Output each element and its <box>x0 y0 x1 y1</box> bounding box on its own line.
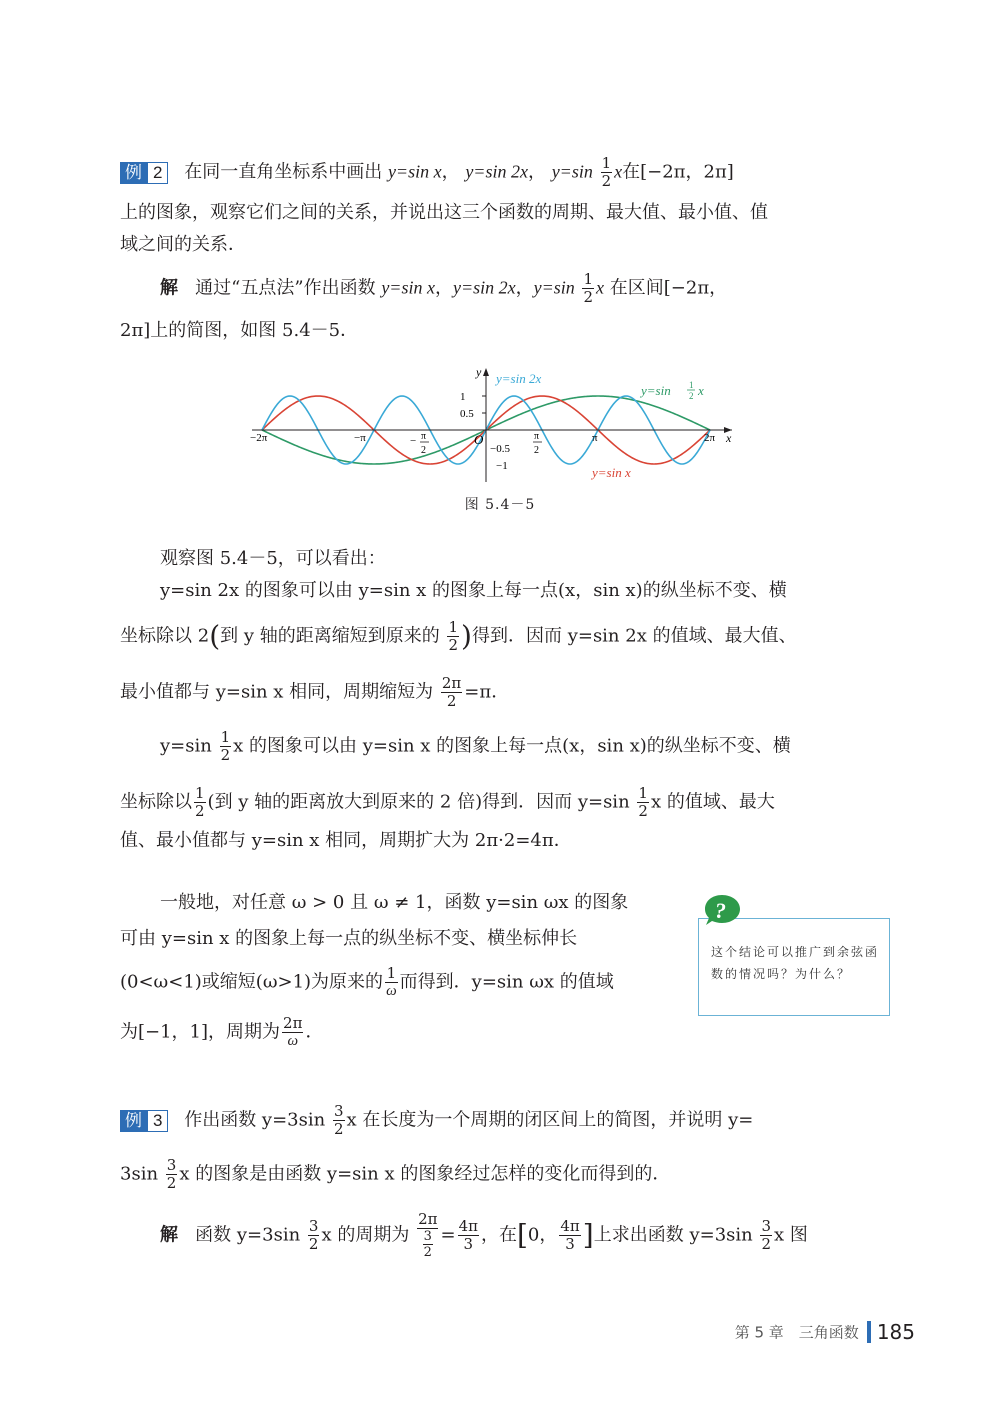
tick-x-2pi: 2π <box>704 432 716 444</box>
nested-fraction: $\frac{2\pi}{\frac{3}{2}}$ <box>418 1210 438 1260</box>
observe-line2: 坐标除以 2(到 y 轴的距离缩短到原来的 $\frac{1}{2}$ )得到．因而 y=sin 2x 的值域、最大值、 <box>120 618 797 654</box>
chapter-title: 第 5 章 三角函数 <box>734 1323 859 1342</box>
example2-line2: 上的图象，观察它们之间的关系，并说出这三个函数的周期、最大值、最小值、值 <box>120 202 768 223</box>
tick-x-negpi: −π <box>354 432 366 444</box>
solution2-line1: 解 通过“五点法”作出函数 y=sin x，y=sin 2x，y=sin $\frac{1}{2}$ x 在区间[−2π， <box>160 270 728 306</box>
fraction-half: $\frac{1}{2}$ <box>601 154 612 190</box>
tick-y-0.5: 0.5 <box>460 408 474 420</box>
label-sin2x: y=sin 2x <box>496 371 542 386</box>
x-axis-label: x <box>726 431 732 445</box>
side-note-text: 这个结论可以推广到余弦函数的情况吗？为什么？ <box>711 945 880 981</box>
page-footer <box>735 1320 915 1344</box>
observe-line0: 观察图 5.4－5，可以看出： <box>160 548 386 569</box>
example2-line3: 域之间的关系． <box>120 234 246 255</box>
svg-text:2: 2 <box>689 391 694 401</box>
label-sin-half-x <box>639 380 704 401</box>
side-note-box <box>698 918 890 1016</box>
solution3-line1: 解 函数 y=3sin $\frac{3}{2}$ x 的周期为 $\frac{2\pi}{\frac{3}{2}}$ = $\frac{4\pi}{3}$ ，在[0， $\frac{4\pi}{3}$ ]上求出函数 y=3sin $\frac{3}{2}$ x 图 <box>160 1210 808 1260</box>
observe-line4: y=sin $\frac{1}{2}$ x 的图象可以由 y=sin x 的图象上每一点(x，sin x)的纵坐标不变、横 <box>160 728 791 764</box>
y-axis-label: y <box>476 365 482 379</box>
example3-label: 例 3 <box>120 1110 168 1132</box>
question-icon <box>704 893 744 929</box>
observe-line6: 值、最小值都与 y=sin x 相同，周期扩大为 2π·2=4π． <box>120 830 572 851</box>
svg-text:π: π <box>534 431 540 442</box>
svg-text:1: 1 <box>689 380 694 390</box>
tick-x-halfpi <box>533 431 542 456</box>
footer-divider <box>867 1321 871 1343</box>
svg-text:2: 2 <box>534 445 539 456</box>
tick-x-neg2pi: −2π <box>250 432 268 444</box>
tick-x-neghalfpi <box>410 431 429 456</box>
tick-y-neg1: −1 <box>496 460 508 472</box>
figure-caption: 图 5.4－5 <box>464 497 536 513</box>
general-line4: 为[−1，1]，周期为 $\frac{2\pi}{\omega}$ ． <box>120 1014 324 1049</box>
example2-label: 例 2 <box>120 162 168 184</box>
observe-line3: 最小值都与 y=sin x 相同，周期缩短为 $\frac{2\pi}{2}$ =π． <box>120 674 510 710</box>
general-line3: (0<ω<1)或缩短(ω>1)为原来的 $\frac{1}{\omega}$ 而得到．y=sin ωx 的值域 <box>120 964 614 999</box>
tick-y-1: 1 <box>460 391 466 403</box>
label-sinx: y=sin x <box>592 465 631 480</box>
general-line1: 一般地，对任意 ω > 0 且 ω ≠ 1，函数 y=sin ωx 的图象 <box>160 892 629 913</box>
svg-text:−: − <box>410 435 417 447</box>
tick-x-pi: π <box>592 432 598 444</box>
svg-text:?: ? <box>715 898 726 923</box>
example3-line1: 例 3 作出函数 y=3sin $\frac{3}{2}$ x 在长度为一个周期的闭区间上的简图，并说明 y= <box>120 1104 753 1137</box>
tick-y-neg0.5: −0.5 <box>490 443 510 455</box>
y-axis-arrow <box>483 368 489 376</box>
svg-text:π: π <box>421 431 427 442</box>
svg-text:2: 2 <box>421 445 426 456</box>
general-line2: 可由 y=sin x 的图象上每一点的纵坐标不变、横坐标伸长 <box>120 928 578 949</box>
svg-text:x: x <box>698 383 704 398</box>
sine-graph-figure <box>240 362 740 487</box>
example3-line2: 3sin $\frac{3}{2}$ x 的图象是由函数 y=sin x 的图象经过怎样的变化而得到的． <box>120 1156 671 1192</box>
example2-line1: 例 2 在同一直角坐标系中画出 y=sin x， y=sin 2x， y=sin $\frac{1}{2}$ x在[−2π，2π] <box>120 156 734 189</box>
observe-line1: y=sin 2x 的图象可以由 y=sin x 的图象上每一点(x，sin x)的纵坐标不变、横 <box>160 580 787 601</box>
page-number: 185 <box>876 1320 915 1344</box>
origin-label: O <box>474 432 484 447</box>
svg-text:y=sin: y=sin <box>641 383 671 398</box>
observe-line5: 坐标除以 $\frac{1}{2}$ (到 y 轴的距离放大到原来的 2 倍)得到．因而 y=sin $\frac{1}{2}$ x 的值域、最大 <box>120 784 775 820</box>
solution2-line2: 2π]上的简图，如图 5.4－5． <box>120 320 359 341</box>
